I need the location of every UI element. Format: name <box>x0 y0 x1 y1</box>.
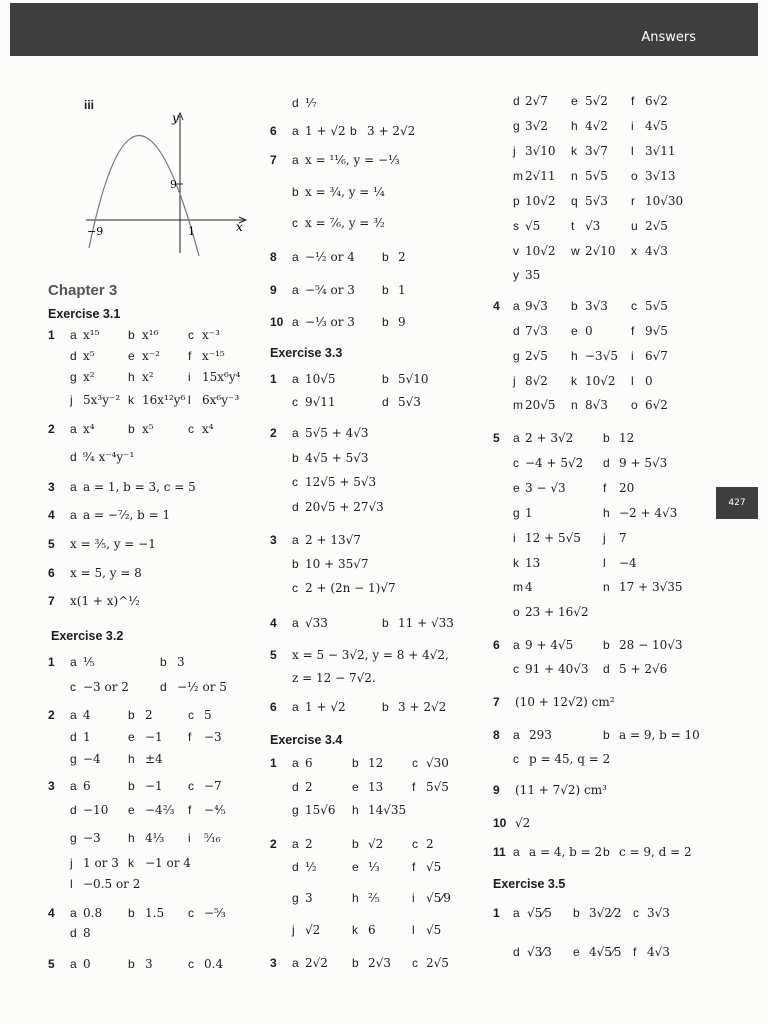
answer-row: c 9√11 d 5√3 <box>292 395 421 409</box>
page-title: Answers <box>641 30 696 45</box>
answer-3-3-6: 6 a 1 + √2 b 3 + 2√2 <box>270 700 447 714</box>
answer-row: i 12 + 5√5 j 7 <box>513 531 627 545</box>
answer-3-4-7: 7 (10 + 12√2) cm² <box>493 695 615 709</box>
answer-row: b x = ¾, y = ¼ <box>292 185 385 199</box>
answer-row: m 2√11 n 5√5 o 3√13 <box>513 169 676 183</box>
answer-3-3-4: 4 a √33 b 11 + √33 <box>270 616 454 630</box>
exercise-3-2-heading: Exercise 3.2 <box>51 629 124 643</box>
header-bar <box>10 3 758 56</box>
answer-row: j 5x³y⁻² k 16x¹²y⁶ l 6x⁶y⁻³ <box>70 393 240 407</box>
root-left-label: −9 <box>87 225 104 238</box>
answer-row: d 1 e −1 f −3 <box>70 730 222 744</box>
answer-3-3-5: 5 x = 5 − 3√2, y = 8 + 4√2, <box>270 648 449 662</box>
answer-3-2-10: 10 a −⅓ or 3 b 9 <box>270 315 406 329</box>
answer-row: d x⁵ e x⁻² f x⁻¹⁵ <box>70 349 225 363</box>
answer-row: g 15√6 h 14√35 <box>292 803 407 817</box>
answer-row: c −3 or 2 d −½ or 5 <box>70 680 227 694</box>
answer-3-3-2: 2 a 5√5 + 4√3 <box>270 426 369 440</box>
answer-row: m 20√5 n 8√3 o 6√2 <box>513 398 668 412</box>
answer-row: p 10√2 q 5√3 r 10√30 <box>513 194 684 208</box>
answer-row: g 3 h ²⁄₅ i √5⁄9 <box>292 891 451 905</box>
answer-row: d 2√7 e 5√2 f 6√2 <box>513 94 668 108</box>
y-intercept-label: 9 <box>170 178 177 191</box>
answer-3-4-6: 6 a 9 + 4√5 b 28 − 10√3 <box>493 638 683 652</box>
answer-row: d 8 <box>70 926 91 940</box>
answer-3-4-5: 5 a 2 + 3√2 b 12 <box>493 431 635 445</box>
exercise-3-4-heading: Exercise 3.4 <box>270 733 343 747</box>
answer-3-2-2: 2 a 4 b 2 c 5 <box>48 708 212 722</box>
answer-row: j 1 or 3 k −1 or 4 <box>70 856 191 870</box>
answer-3-2-8: 8 a −½ or 4 b 2 <box>270 250 406 264</box>
answer-3-1-5: 5 x = ³⁄₅, y = −1 <box>48 537 156 551</box>
answer-3-1-3: 3 a a = 1, b = 3, c = 5 <box>48 480 196 494</box>
answer-row: b 10 + 35√7 <box>292 557 369 571</box>
answer-row: g −4 h ±4 <box>70 752 163 766</box>
answer-3-4-10: 10 √2 <box>493 816 531 830</box>
answer-row: g 3√2 h 4√2 i 4√5 <box>513 119 668 133</box>
answer-3-1-1: 1 a x¹⁵ b x¹⁶ c x⁻³ <box>48 328 220 342</box>
answer-row: g −3 h 4⅓ i ⁵⁄₁₆ <box>70 831 221 845</box>
answer-row: c 91 + 40√3 d 5 + 2√6 <box>513 662 668 676</box>
chapter-title: Chapter 3 <box>48 282 118 299</box>
answer-row: d ⁹⁄₄ x⁻⁴y⁻¹ <box>70 450 135 464</box>
answer-3-1-6: 6 x = 5, y = 8 <box>48 566 142 580</box>
answer-row: m 4 n 17 + 3√35 <box>513 580 683 594</box>
answer-row: b 4√5 + 5√3 <box>292 451 369 465</box>
answer-3-4-8: 8 a 293 b a = 9, b = 10 <box>493 728 700 742</box>
answer-3-2-4: 4 a 0.8 b 1.5 c −⁵⁄₃ <box>48 906 226 920</box>
answer-row: c 12√5 + 5√3 <box>292 475 377 489</box>
root-right-label: 1 <box>188 225 195 238</box>
x-axis-label: x <box>236 220 243 234</box>
answer-row: c 2 + (2n − 1)√7 <box>292 581 396 595</box>
answer-row: s √5 t √3 u 2√5 <box>513 219 668 233</box>
answer-row: d 2 e 13 f 5√5 <box>292 780 449 794</box>
answer-row: c x = ⁷⁄₆, y = ³⁄₂ <box>292 216 385 230</box>
answer-3-1-2: 2 a x⁴ b x⁵ c x⁴ <box>48 422 214 436</box>
answer-row: v 10√2 w 2√10 x 4√3 <box>513 244 668 258</box>
answer-row: c p = 45, q = 2 <box>513 752 611 766</box>
exercise-3-3-heading: Exercise 3.3 <box>270 346 343 360</box>
parabola-curve <box>89 135 199 256</box>
page-number-tab: 427 <box>716 487 758 519</box>
answer-3-2-1: 1 a ¹⁄₅ b 3 <box>48 655 185 669</box>
answer-row: j 8√2 k 10√2 l 0 <box>513 374 653 388</box>
answer-3-4-11: 11 a a = 4, b = 2 b c = 9, d = 2 <box>493 845 692 859</box>
answer-3-2-7: 7 a x = ¹¹⁄₆, y = −⅓ <box>270 153 400 167</box>
answer-row: y 35 <box>513 268 541 282</box>
answer-row: d 7√3 e 0 f 9√5 <box>513 324 668 338</box>
answer-3-2-5: 5 a 0 b 3 c 0.4 <box>48 957 224 971</box>
answer-3-4-2: 2 a 2 b √2 c 2 <box>270 837 434 851</box>
answer-3-2-3: 3 a 6 b −1 c −7 <box>48 779 222 793</box>
answer-3-1-4: 4 a a = −⁷⁄₂, b = 1 <box>48 508 171 522</box>
answer-3-3-1: 1 a 10√5 b 5√10 <box>270 372 429 386</box>
answer-row: e 3 − √3 f 20 <box>513 481 635 495</box>
answer-3-4-1: 1 a 6 b 12 c √30 <box>270 756 449 770</box>
answer-row: g x² h x² i 15x⁶y⁴ <box>70 370 241 384</box>
answer-row: z = 12 − 7√2. <box>292 671 376 685</box>
answer-row: d √3⁄3 e 4√5⁄5 f 4√3 <box>513 945 670 959</box>
answer-row: d −10 e −4⅔ f −⁴⁄₅ <box>70 803 226 817</box>
answer-row: j 3√10 k 3√7 l 3√11 <box>513 144 676 158</box>
exercise-3-5-heading: Exercise 3.5 <box>493 877 566 891</box>
answer-row: g 2√5 h −3√5 i 6√7 <box>513 349 668 363</box>
answer-row: g 1 h −2 + 4√3 <box>513 506 678 520</box>
answer-row: d ½ e ⅓ f √5 <box>292 860 442 874</box>
answer-3-2-6: 6 a 1 + √2 b 3 + 2√2 <box>270 124 416 138</box>
graph-part-label: iii <box>84 98 95 112</box>
answer-row: j √2 k 6 l √5 <box>292 923 442 937</box>
exercise-3-1-heading: Exercise 3.1 <box>48 307 121 321</box>
answer-3-4-4: 4 a 9√3 b 3√3 c 5√5 <box>493 299 668 313</box>
answer-3-5-1: 1 a √5⁄5 b 3√2⁄2 c 3√3 <box>493 906 670 920</box>
answer-row: o 23 + 16√2 <box>513 605 589 619</box>
answer-3-4-3: 3 a 2√2 b 2√3 c 2√5 <box>270 956 449 970</box>
answer-3-4-9: 9 (11 + 7√2) cm³ <box>493 783 607 797</box>
y-axis-label: y <box>172 111 179 125</box>
answer-3-2-5-d: d ¹⁄₇ <box>292 96 317 110</box>
answer-row: c −4 + 5√2 d 9 + 5√3 <box>513 456 668 470</box>
answer-row: l −0.5 or 2 <box>70 877 141 891</box>
answer-3-2-9: 9 a −⁵⁄₄ or 3 b 1 <box>270 283 406 297</box>
answer-row: k 13 l −4 <box>513 556 637 570</box>
answer-row: d 20√5 + 27√3 <box>292 500 384 514</box>
answer-3-3-3: 3 a 2 + 13√7 <box>270 533 361 547</box>
parabola-graph <box>84 98 250 258</box>
answer-3-1-7: 7 x(1 + x)^½ <box>48 594 140 608</box>
